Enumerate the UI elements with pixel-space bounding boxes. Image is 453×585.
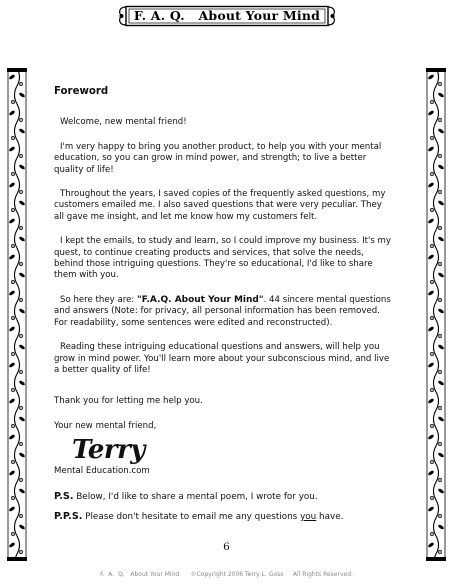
signature-website: Mental Education.com bbox=[54, 466, 150, 477]
book-title: "F.A.Q. About Your Mind" bbox=[137, 294, 264, 305]
left-ornamental-border bbox=[6, 68, 28, 561]
paragraph-5: Reading these intriguing educational questions and answers, will help you grow in mind power. You'll learn more about your subconscious mind, and live a better quality of life! bbox=[54, 342, 390, 375]
pps-emphasis: you bbox=[300, 511, 317, 522]
pps-text-end: have. bbox=[316, 511, 344, 522]
pps-text: Please don't hesitate to email me any questions bbox=[82, 511, 301, 522]
page-number: 6 bbox=[223, 541, 230, 553]
thanks-line: Thank you for letting me help you. bbox=[54, 396, 203, 407]
banner-title: F. A. Q. About Your Mind bbox=[133, 8, 321, 23]
vine-ornament bbox=[6, 68, 28, 561]
closing-line: Your new mental friend, bbox=[54, 420, 157, 431]
copyright-footer: F. A. Q. About Your Mind ©Copyright 2006 Terry L. Goss All Rights Reserved. bbox=[100, 571, 353, 578]
postscript bbox=[54, 491, 394, 503]
ps-text: Below, I'd like to share a mental poem, I wrote for you. bbox=[73, 491, 318, 502]
paragraph-1: I'm very happy to bring you another product, to help you with your mental education, so you can grow in mind power, and strength; to live a better quality of life! bbox=[54, 141, 382, 175]
foreword-heading: Foreword bbox=[54, 86, 109, 97]
greeting-paragraph: Welcome, new mental friend! bbox=[60, 117, 187, 128]
right-ornamental-border bbox=[425, 68, 447, 561]
pps-label: P.P.S. bbox=[54, 510, 83, 522]
paragraph-4 bbox=[54, 295, 394, 329]
paragraph-2: Throughout the years, I saved copies of the frequently asked questions, my customers emailed me. I also saved questions that were very peculiar. They all gave me insight, and let me know how my customers felt. bbox=[54, 189, 386, 222]
paragraph-4-rest: . 44 sincere mental questions and answers (Note: for privacy, all personal information has been removed. For readability, some sentences were edited and reconstructed). bbox=[54, 294, 391, 328]
paragraph-3: I kept the emails, to study and learn, so I could improve my business. It's my quest, to continue creating products and services, that solve the needs, behind those intriguing questions. They're so educational, I'd like to share them with you. bbox=[54, 236, 392, 281]
foreword-content bbox=[54, 86, 394, 531]
ps-label: P.S. bbox=[54, 490, 74, 502]
paragraph-4-intro: So here they are: bbox=[60, 294, 137, 305]
signature: Terry bbox=[72, 435, 145, 466]
vine-ornament bbox=[425, 68, 447, 561]
title-banner bbox=[117, 5, 337, 27]
post-postscript bbox=[54, 511, 394, 523]
